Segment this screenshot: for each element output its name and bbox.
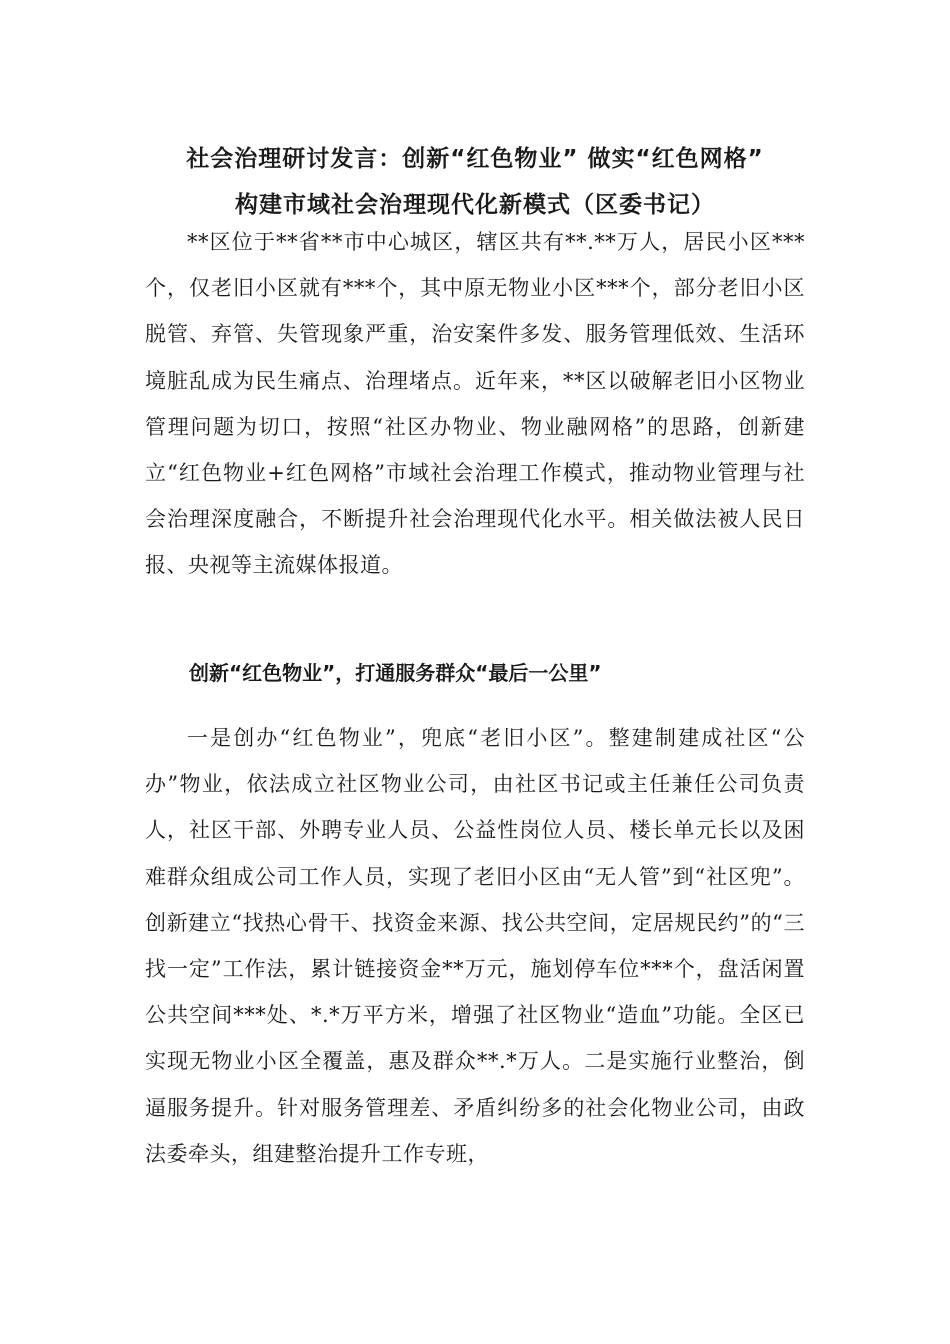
section-heading: 创新“红色物业”，打通服务群众“最后一公里” — [189, 661, 602, 685]
intro-paragraph: **区位于**省**市中心城区，辖区共有**.**万人，居民小区***个，仅老旧小区就有***个，其中原无物业小区***个，部分老旧小区脱管、弃管、失管现象严重，治安案件多发、服务管理低效、生活环境脏乱成为民生痛点、治理堵点。近年来，**区以破解老旧小区物业管理问题为切口，按照“社区办物业、物业融网格”的思路，创新建立“红色物业+红色网格”市域社会治理工作模式，推动物业管理与社会治理深度融合，不断提升社会治理现代化水平。相关做法被人民日报、央视等主流媒体报道。 — [145, 230, 805, 578]
body-paragraph: 一是创办“红色物业”，兜底“老旧小区”。整建制建成社区“公办”物业，依法成立社区物业公司，由社区书记或主任兼任公司负责人，社区干部、外聘专业人员、公益性岗位人员、楼长单元长以及困难群众组成公司工作人员，实现了老旧小区由“无人管”到“社区兜”。创新建立“找热心骨干、找资金来源、找公共空间，定居规民约”的“三找一定”工作法，累计链接资金**万元，施划停车位***个，盘活闲置公共空间***处、*.*万平方米，增强了社区物业“造血”功能。全区已实现无物业小区全覆盖，惠及群众**.*万人。二是实施行业整治，倒逼服务提升。针对服务管理差、矛盾纠纷多的社会化物业公司，由政法委牵头，组建整治提升工作专班， — [145, 726, 805, 1166]
document-title-line-1: 社会治理研讨发言：创新“红色物业” 做实“红色网格” — [186, 146, 764, 172]
document-title-line-2: 构建市域社会治理现代化新模式（区委书记） — [235, 192, 715, 218]
